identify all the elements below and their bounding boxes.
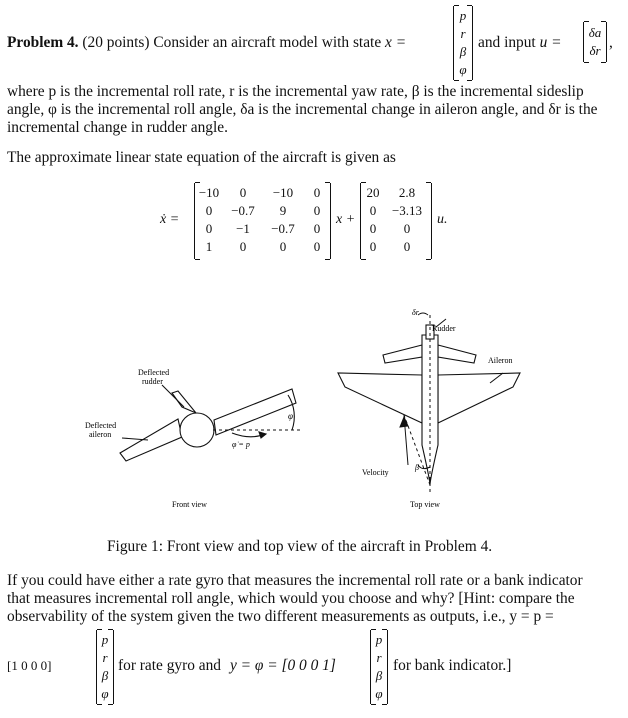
problem-intro: (20 points) Consider an aircraft model with state bbox=[82, 34, 382, 51]
input-vector bbox=[583, 22, 607, 62]
matrix-A-cell: −10 bbox=[198, 185, 220, 200]
top-beta-label: β bbox=[415, 463, 419, 472]
paragraph1-line1: where p is the incremental roll rate, r is the incremental yaw rate, β is the incremental sideslip bbox=[7, 83, 584, 100]
matrix-B-cell: 0 bbox=[369, 203, 377, 218]
aircraft-figure bbox=[0, 295, 628, 520]
matrix-A-cell: −1 bbox=[236, 221, 250, 236]
matrix-A-cell: 1 bbox=[205, 239, 213, 254]
front-deflected-rudder-2: rudder bbox=[142, 377, 163, 386]
final-vector-1 bbox=[96, 630, 114, 704]
top-delta-r-label: δr bbox=[412, 308, 419, 317]
question-line3: observability of the system given the two different measurements as outputs, i.e., y = p = bbox=[7, 608, 554, 625]
matrix-A bbox=[194, 183, 331, 259]
problem-title: Problem 4. bbox=[7, 34, 79, 51]
state-eq-label: x = bbox=[385, 34, 407, 51]
front-phidot-label: φ̇ = p bbox=[232, 440, 250, 449]
final-vec2-beta: β bbox=[375, 668, 383, 683]
question-line1: If you could have either a rate gyro that measures the incremental roll rate or a bank indicator bbox=[7, 572, 583, 589]
final-vector-2 bbox=[370, 630, 388, 704]
matrix-A-cell: 0 bbox=[205, 221, 213, 236]
matrix-A-cell: −0.7 bbox=[231, 203, 255, 218]
matrix-B-cell: 0 bbox=[369, 221, 377, 236]
front-phi-label: φ bbox=[288, 411, 293, 421]
matrix-A-cell: 0 bbox=[239, 239, 247, 254]
matrix-B-cell: 0 bbox=[403, 221, 411, 236]
final-vec2-r: r bbox=[376, 650, 382, 665]
final-for-rate: for rate gyro and bbox=[118, 657, 221, 674]
final-row-vector-1: [1 0 0 0] bbox=[7, 658, 52, 673]
final-vec2-phi: φ bbox=[375, 686, 383, 701]
matrix-A-cell: 9 bbox=[279, 203, 287, 218]
matrix-A-cell: 0 bbox=[205, 203, 213, 218]
final-vec1-r: r bbox=[102, 650, 108, 665]
top-aileron-label: Aileron bbox=[488, 356, 513, 365]
matrix-B-cell: 20 bbox=[366, 185, 380, 200]
top-velocity-label: Velocity bbox=[362, 468, 389, 477]
input-eq-label: u = bbox=[539, 34, 562, 51]
matrix-B-cell: 0 bbox=[369, 239, 377, 254]
final-y-eq: y = φ = [0 0 0 1] bbox=[230, 657, 336, 674]
final-vec1-phi: φ bbox=[101, 686, 109, 701]
matrix-B-cell: −3.13 bbox=[391, 203, 423, 218]
top-view-drawing bbox=[338, 325, 520, 485]
figure-caption: Figure 1: Front view and top view of the aircraft in Problem 4. bbox=[107, 538, 493, 555]
equation-mid: x + bbox=[336, 212, 356, 227]
matrix-B bbox=[360, 183, 432, 259]
front-deflected-rudder-1: Deflected bbox=[138, 368, 170, 377]
matrix-B-cell: 0 bbox=[403, 239, 411, 254]
input-comma: , bbox=[609, 34, 613, 51]
input-delta-a: δa bbox=[588, 25, 602, 40]
final-vec1-beta: β bbox=[101, 668, 109, 683]
state-r: r bbox=[460, 26, 466, 41]
matrix-A-cell: 0 bbox=[313, 185, 321, 200]
matrix-B-cell: 2.8 bbox=[398, 185, 416, 200]
problem-header bbox=[7, 34, 406, 52]
matrix-A-cell: −10 bbox=[272, 185, 294, 200]
matrix-A-cell: 0 bbox=[279, 239, 287, 254]
paragraph1-line3: incremental change in rudder angle. bbox=[7, 119, 228, 136]
state-beta: β bbox=[459, 44, 467, 59]
final-for-bank: for bank indicator.] bbox=[393, 657, 512, 674]
state-p: p bbox=[459, 8, 467, 23]
and-input-text: and input bbox=[478, 34, 536, 51]
matrix-A-cell: 0 bbox=[313, 221, 321, 236]
equation-tail: u. bbox=[437, 212, 448, 227]
input-delta-r: δr bbox=[589, 43, 601, 58]
matrix-A-cell: 0 bbox=[313, 239, 321, 254]
front-view-drawing bbox=[120, 385, 300, 461]
front-deflected-aileron-1: Deflected bbox=[85, 421, 117, 430]
final-vec2-p: p bbox=[375, 632, 383, 647]
equation-lhs: ẋ = bbox=[160, 212, 180, 227]
top-rudder-label: Rudder bbox=[432, 324, 456, 333]
matrix-A-cell: 0 bbox=[239, 185, 247, 200]
state-vector bbox=[453, 6, 473, 80]
final-vec1-p: p bbox=[101, 632, 109, 647]
question-line2: that measures incremental roll angle, which would you choose and why? [Hint: compare the bbox=[7, 590, 575, 607]
paragraph2: The approximate linear state equation of the aircraft is given as bbox=[7, 149, 396, 166]
front-deflected-aileron-2: aileron bbox=[89, 430, 112, 439]
matrix-A-cell: 0 bbox=[313, 203, 321, 218]
matrix-A-cell: −0.7 bbox=[271, 221, 295, 236]
front-view-caption: Front view bbox=[172, 500, 207, 509]
paragraph1-line2: angle, φ is the incremental roll angle, δa is the incremental change in aileron angle, and δr is the bbox=[7, 101, 598, 118]
input-intro bbox=[478, 34, 562, 52]
state-phi: φ bbox=[459, 62, 467, 77]
top-view-caption: Top view bbox=[410, 500, 440, 509]
